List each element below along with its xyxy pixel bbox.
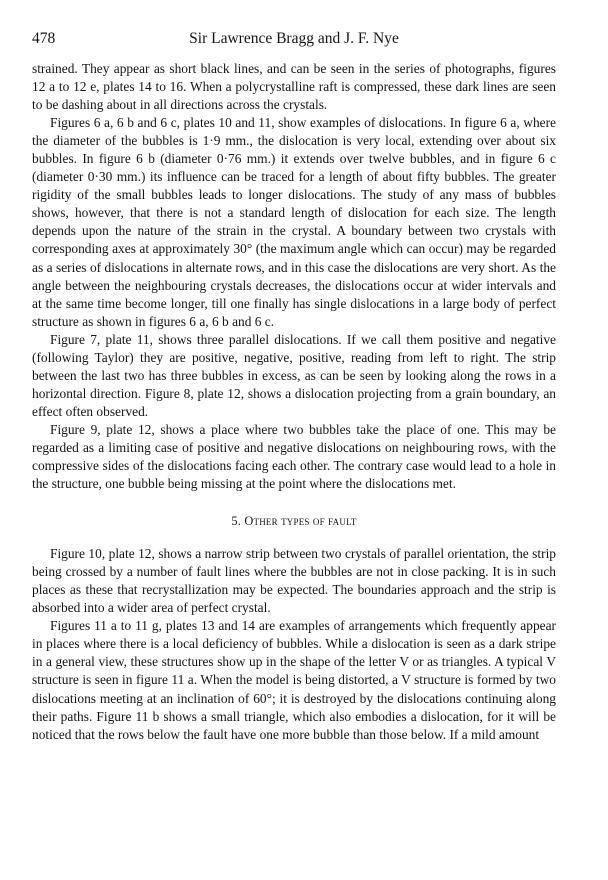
paragraph-two-bubbles: Figure 9, plate 12, shows a place where two bubbles take the place of one. This may be regarded as a limiting case of positive and negative dislocations on neighbouring rows, with the compressive sides of the dislocations facing each other. The contrary case would lead to a hole in the structure, one bubble being missing at the point where the dislocations met. (32, 421, 556, 492)
paragraph-narrow-strip: Figure 10, plate 12, shows a narrow strip between two crystals of parallel orientation, the strip being crossed by a number of fault lines where the bubbles are not in close packing. It is in such places as these that recrystallization may be expected. The boundaries approach and the strip is absorbed into a wider area of perfect crystal. (32, 546, 556, 616)
page (32, 30, 556, 744)
paragraph-dislocation-examples: Figures 6 a, 6 b and 6 c, plates 10 and 11, show examples of dislocations. In figure 6 a, where the diameter of the bubbles is 1·9 mm., the dislocation is very local, extending over about six bubbles. In figure 6 b (diameter 0·76 mm.) it extends over twelve bubbles, and in figure 6 c (diameter 0·30 mm.) its influence can be traced for a length of about fifty bubbles. The greater rigidity of the small bubbles leads to longer dislocations. The study of any mass of bubbles shows, however, that there is not a standard length of dislocation for each size. The length depends upon the nature of the strain in the crystal. A boundary between two crystals with corresponding axes at approximately 30° (the maximum angle which can occur) may be regarded as a series of dislocations in alternate rows, and in this case the dislocations are very short. As the angle between the neighbouring crystals decreases, the dislocations occur at wider intervals and at the same time become longer, till one finally has single dislocations in a large body of perfect structure as shown in figures 6 a, 6 b and 6 c. (32, 115, 556, 329)
running-title: Sir Lawrence Bragg and J. F. Nye (189, 30, 399, 47)
paragraph-v-structures: Figures 11 a to 11 g, plates 13 and 14 are examples of arrangements which frequently appear in places where there is a local deficiency of bubbles. While a dislocation is seen as a dark stripe in a general view, these structures show up in the shape of the letter V or as triangles. A typical V structure is seen in figure 11 a. When the model is being distorted, a V structure is formed by two dislocations meeting at an inclination of 60°; it is destroyed by the dislocations continuing along their paths. Figure 11 b shows a small triangle, which also embodies a dislocation, for it will be noticed that the rows below the fault have one more bubble than those below. If a mild amount (32, 618, 556, 742)
page-number: 478 (32, 30, 56, 47)
section-heading: 5. Other types of fault (231, 514, 357, 529)
running-head (32, 30, 556, 52)
paragraph-parallel-dislocations: Figure 7, plate 11, shows three parallel dislocations. If we call them positive and negative (following Taylor) they are positive, negative, positive, reading from left to right. The strip between the last two has three bubbles in excess, as can be seen by looking along the rows in a horizontal direction. Figure 8, plate 12, shows a dislocation projecting from a grain boundary, an effect often observed. (32, 331, 556, 419)
paragraph-continuation: strained. They appear as short black lines, and can be seen in the series of photographs, figures 12 a to 12 e, plates 14 to 16. When a polycrystalline raft is compressed, these dark lines are seen to be dashing about in all directions across the crystals. (32, 61, 556, 113)
